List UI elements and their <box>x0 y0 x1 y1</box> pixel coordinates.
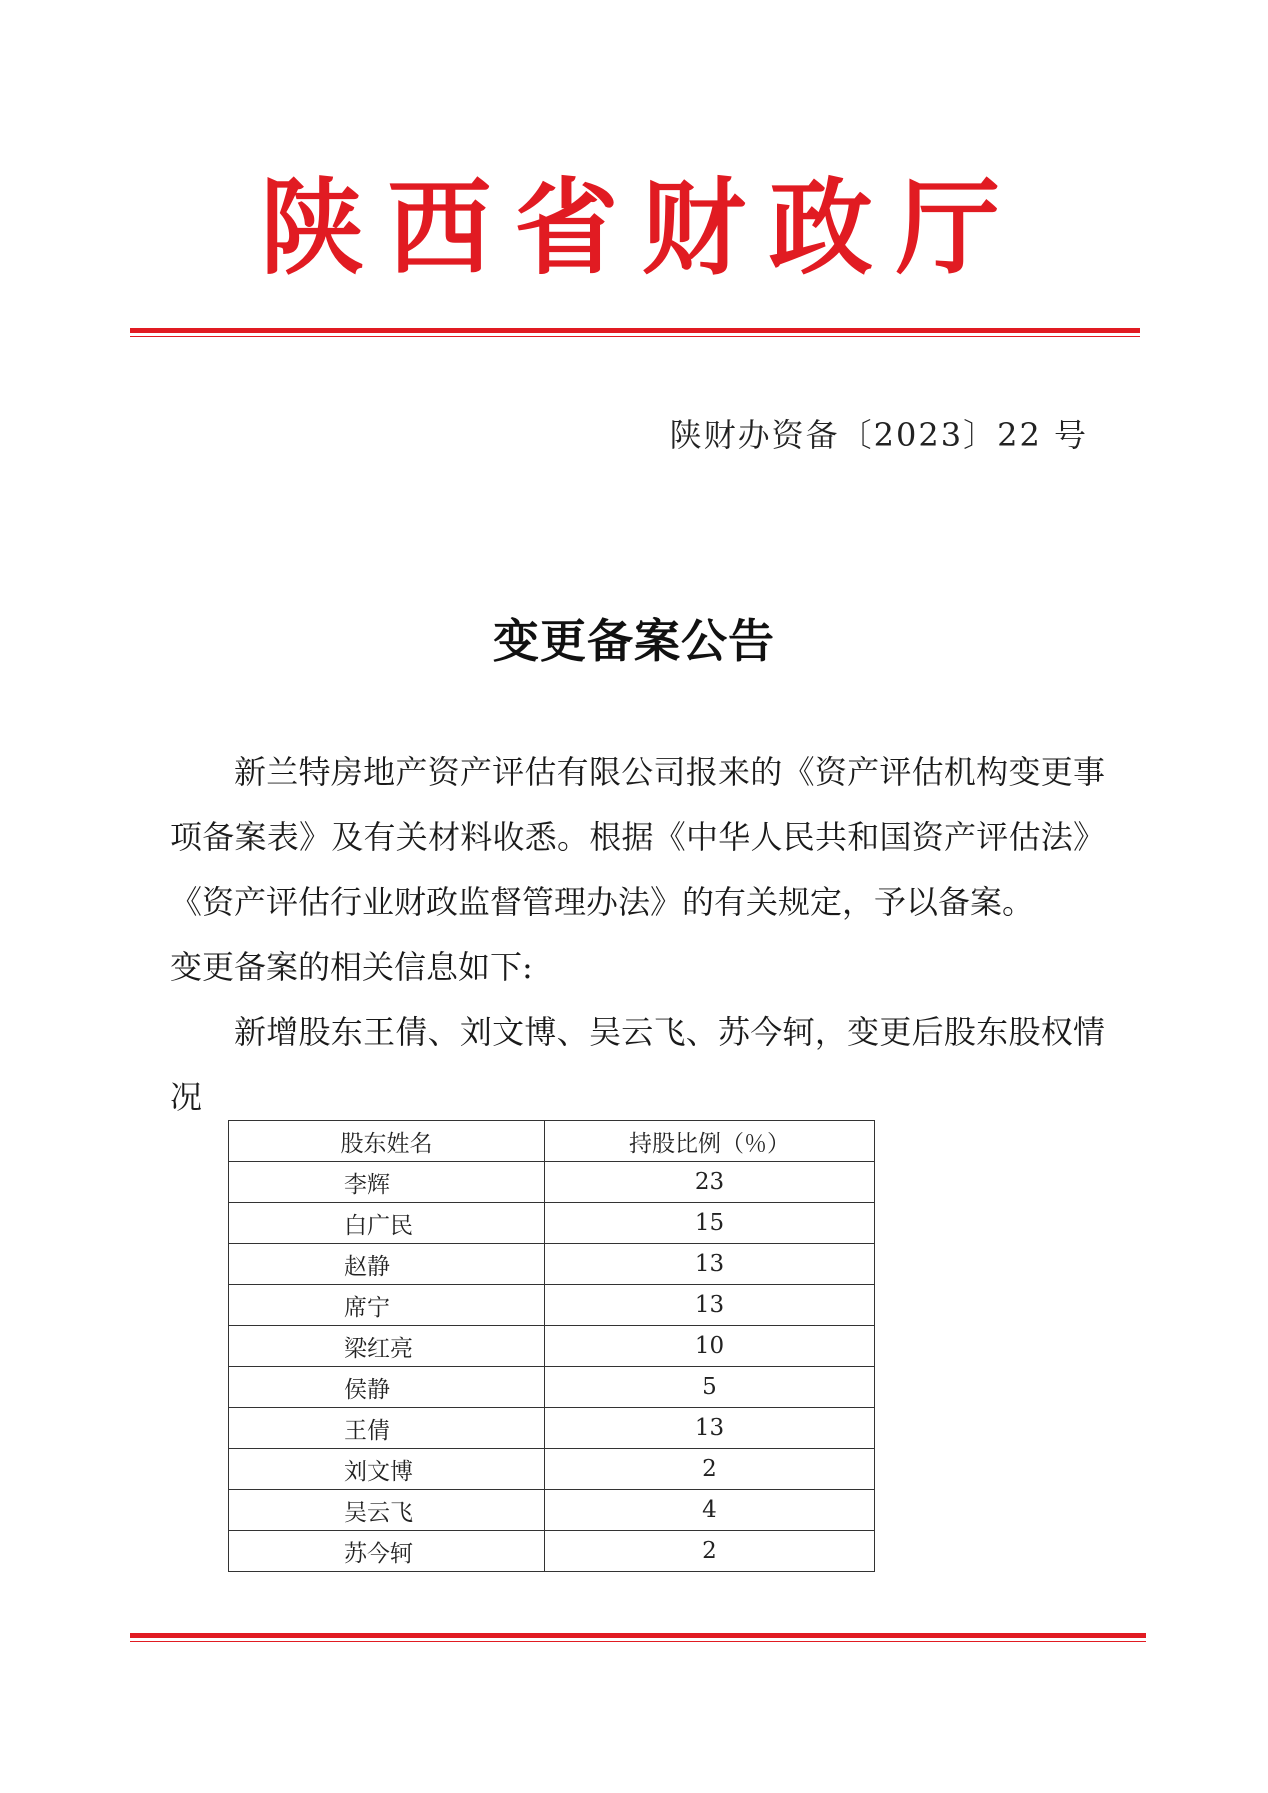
authority-char: 厅 <box>895 166 1000 289</box>
shareholder-name: 梁红亮 <box>229 1326 545 1367</box>
footer-red-divider <box>130 1633 1146 1642</box>
share-percentage: 5 <box>545 1367 875 1408</box>
table-row <box>229 1162 875 1203</box>
shareholder-name: 席宁 <box>229 1285 545 1326</box>
document-number: 陕财办资备〔2023〕22 号 <box>669 416 1088 454</box>
authority-char: 政 <box>768 166 873 289</box>
body-paragraph-2: 新增股东王倩、刘文博、吴云飞、苏今轲，变更后股东股权情况 <box>170 1013 1105 1116</box>
shareholder-name: 白广民 <box>229 1203 545 1244</box>
share-percentage: 4 <box>545 1490 875 1531</box>
table-header-row <box>229 1121 875 1162</box>
authority-char: 西 <box>387 166 492 289</box>
shareholder-name: 赵静 <box>229 1244 545 1285</box>
authority-char: 陕 <box>260 166 365 289</box>
issuing-authority-title <box>260 168 1000 288</box>
table-row <box>229 1490 875 1531</box>
share-percentage: 13 <box>545 1408 875 1449</box>
share-percentage: 2 <box>545 1531 875 1572</box>
share-percentage: 2 <box>545 1449 875 1490</box>
table-row <box>229 1244 875 1285</box>
shareholder-table <box>228 1120 875 1572</box>
table-row <box>229 1367 875 1408</box>
notice-title: 变更备案公告 <box>493 614 775 668</box>
authority-char: 财 <box>641 166 746 289</box>
share-percentage: 15 <box>545 1203 875 1244</box>
header-share-percentage: 持股比例（％） <box>545 1121 875 1162</box>
table-row <box>229 1531 875 1572</box>
table-row <box>229 1326 875 1367</box>
table-row <box>229 1285 875 1326</box>
header-shareholder-name: 股东姓名 <box>229 1121 545 1162</box>
shareholder-name: 王倩 <box>229 1408 545 1449</box>
table-row <box>229 1449 875 1490</box>
shareholder-name: 刘文博 <box>229 1449 545 1490</box>
shareholder-name: 侯静 <box>229 1367 545 1408</box>
shareholder-name: 李辉 <box>229 1162 545 1203</box>
share-percentage: 23 <box>545 1162 875 1203</box>
table-row <box>229 1408 875 1449</box>
share-percentage: 13 <box>545 1285 875 1326</box>
header-red-divider <box>130 328 1140 337</box>
share-percentage: 10 <box>545 1326 875 1367</box>
body-paragraph-1: 新兰特房地产资产评估有限公司报来的《资产评估机构变更事项备案表》及有关材料收悉。根据《中华人民共和国资产评估法》《资产评估行业财政监督管理办法》的有关规定，予以备案。 <box>170 753 1105 921</box>
shareholder-name: 吴云飞 <box>229 1490 545 1531</box>
notice-body <box>170 740 1105 1130</box>
table-row <box>229 1203 875 1244</box>
shareholder-name: 苏今轲 <box>229 1531 545 1572</box>
share-percentage: 13 <box>545 1244 875 1285</box>
body-paragraph-1-tail: 变更备案的相关信息如下: <box>170 948 533 986</box>
authority-char: 省 <box>514 166 619 289</box>
